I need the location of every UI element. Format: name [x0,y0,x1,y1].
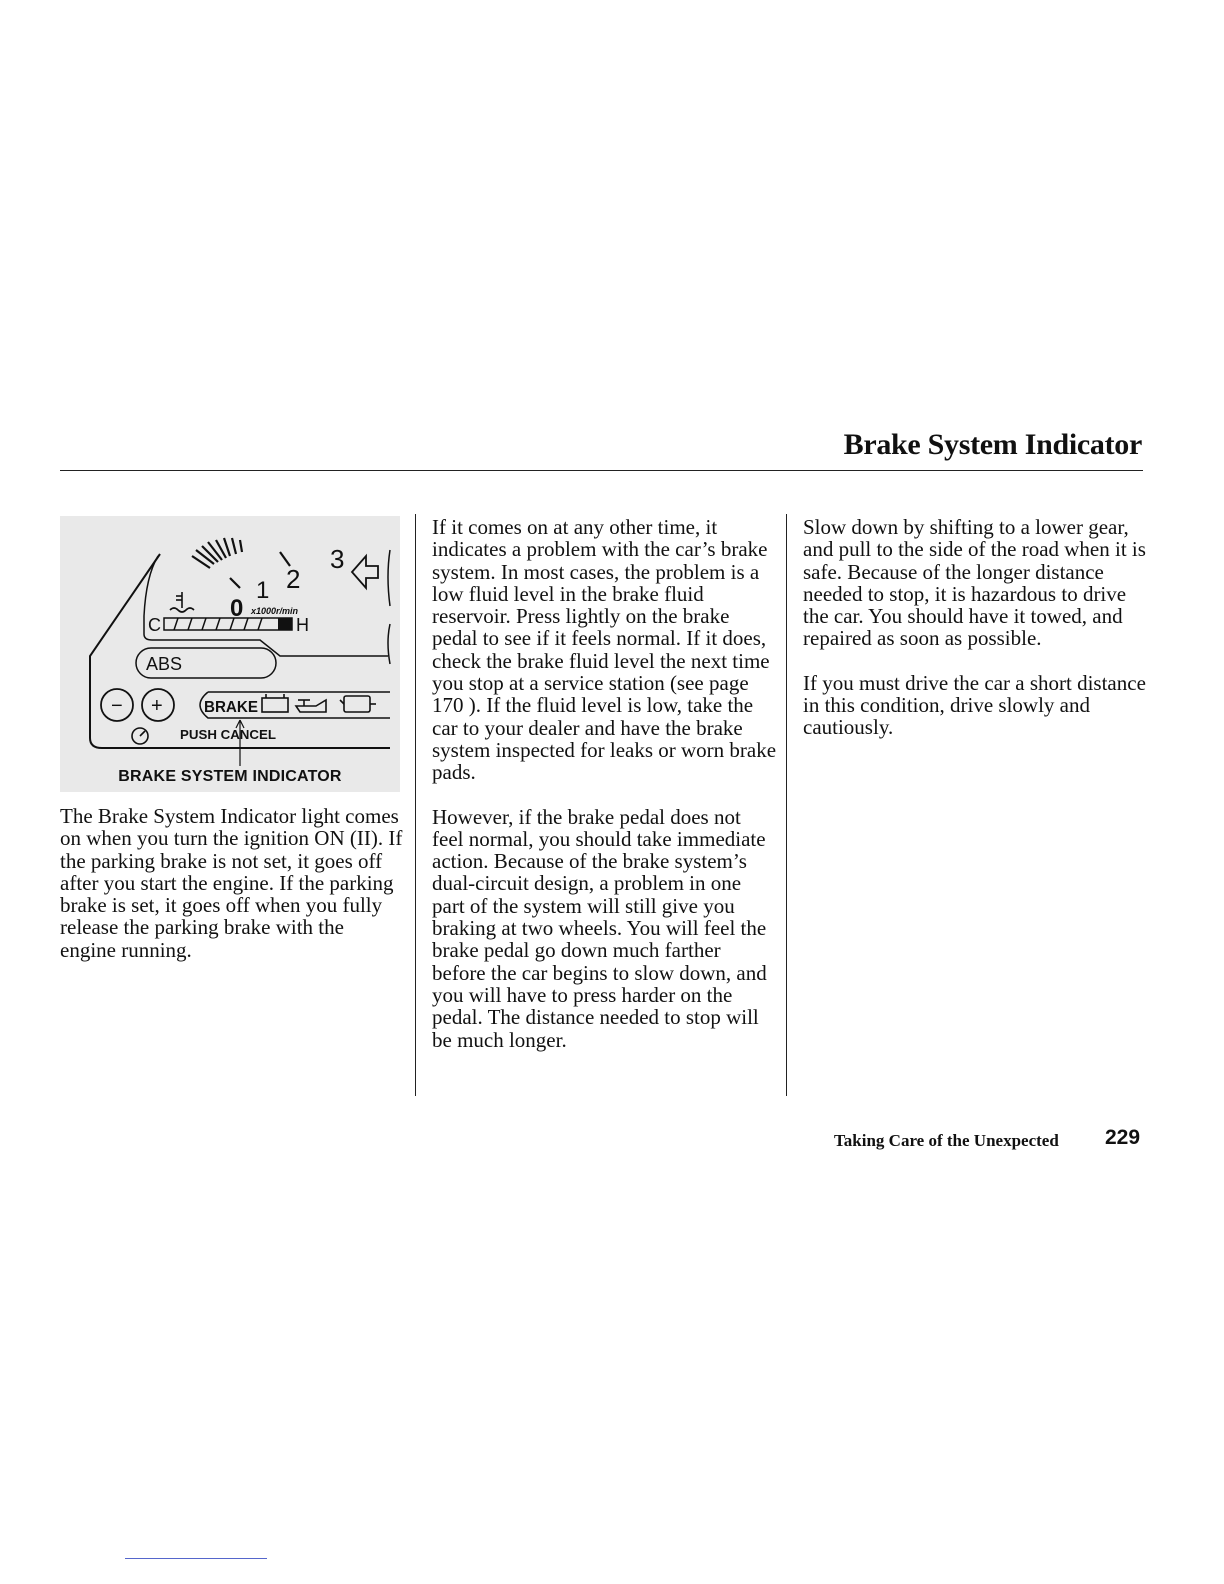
paragraph: Slow down by shifting to a lower gear, and pull to the side of the road when it is safe. Because of the longer distance needed to stop, it is hazardous to drive the car. You should have it towed, and repaired as soon as possible. [803,515,1146,651]
coolant-temperature-icon [170,592,194,612]
column-divider [415,514,416,1096]
paragraph: If you must drive the car a short distance in this condition, drive slowly and cautiously. [803,670,1146,740]
instrument-panel-illustration [60,516,400,792]
battery-icon [262,694,288,712]
hot-label: H [296,615,309,635]
paragraph: If it comes on at any other time, it indicates a problem with the car’s brake system. In most cases, the problem is a low fluid level in the brake fluid reservoir. Press lightly on the brake pedal to see if it feels normal. If it does, check the brake fluid level the next time you stop at a service station (see page 170 ). If the fluid level is low, take the car to your dealer and have the brake system inspected for leaks or worn brake pads. [432,515,777,785]
column-divider [786,514,787,1096]
rpm-unit-label: x1000r/min [251,606,299,616]
push-cancel-label: PUSH CANCEL [180,727,277,742]
footer-section-title: Taking Care of the Unexpected [834,1131,1059,1150]
plus-label: + [151,695,163,717]
brake-label: BRAKE [204,699,259,716]
gear-1-label: 1 [256,577,270,604]
cruise-control-icon [132,728,148,744]
minus-label: − [111,695,123,717]
header-rule [60,470,1143,471]
footnote-rule [125,1558,267,1559]
check-engine-icon [340,696,376,712]
gear-2-label: 2 [286,564,301,594]
paragraph: However, if the brake pedal does not feel normal, you should take immediate action. Because of the brake system’s dual-circuit design, a problem in one part of the system will still give you braking at two wheels. You will feel the brake pedal go down much farther before the car begins to slow down, and you will have to press harder on the pedal. The distance needed to stop will be much longer. [432,804,767,1052]
abs-label: ABS [146,654,183,674]
column-3 [803,516,1148,761]
brake-indicator-figure [60,516,400,792]
column-1 [60,805,405,983]
page-number: 229 [1105,1126,1141,1149]
gear-3-label: 3 [330,544,345,574]
figure-caption: BRAKE SYSTEM INDICATOR [118,768,342,785]
cold-label: C [148,615,161,635]
turn-signal-icon [352,556,378,588]
page-title: Brake System Indicator [843,428,1142,461]
gear-0-label: 0 [230,595,244,622]
paragraph: The Brake System Indicator light comes on when you turn the ignition ON (II). If the parking brake is not set, it goes off after you start the engine. If the parking brake is set, it goes off when you fully release the parking brake with the engine running. [60,804,403,962]
column-2 [432,516,777,1073]
oil-pressure-icon [296,700,326,712]
